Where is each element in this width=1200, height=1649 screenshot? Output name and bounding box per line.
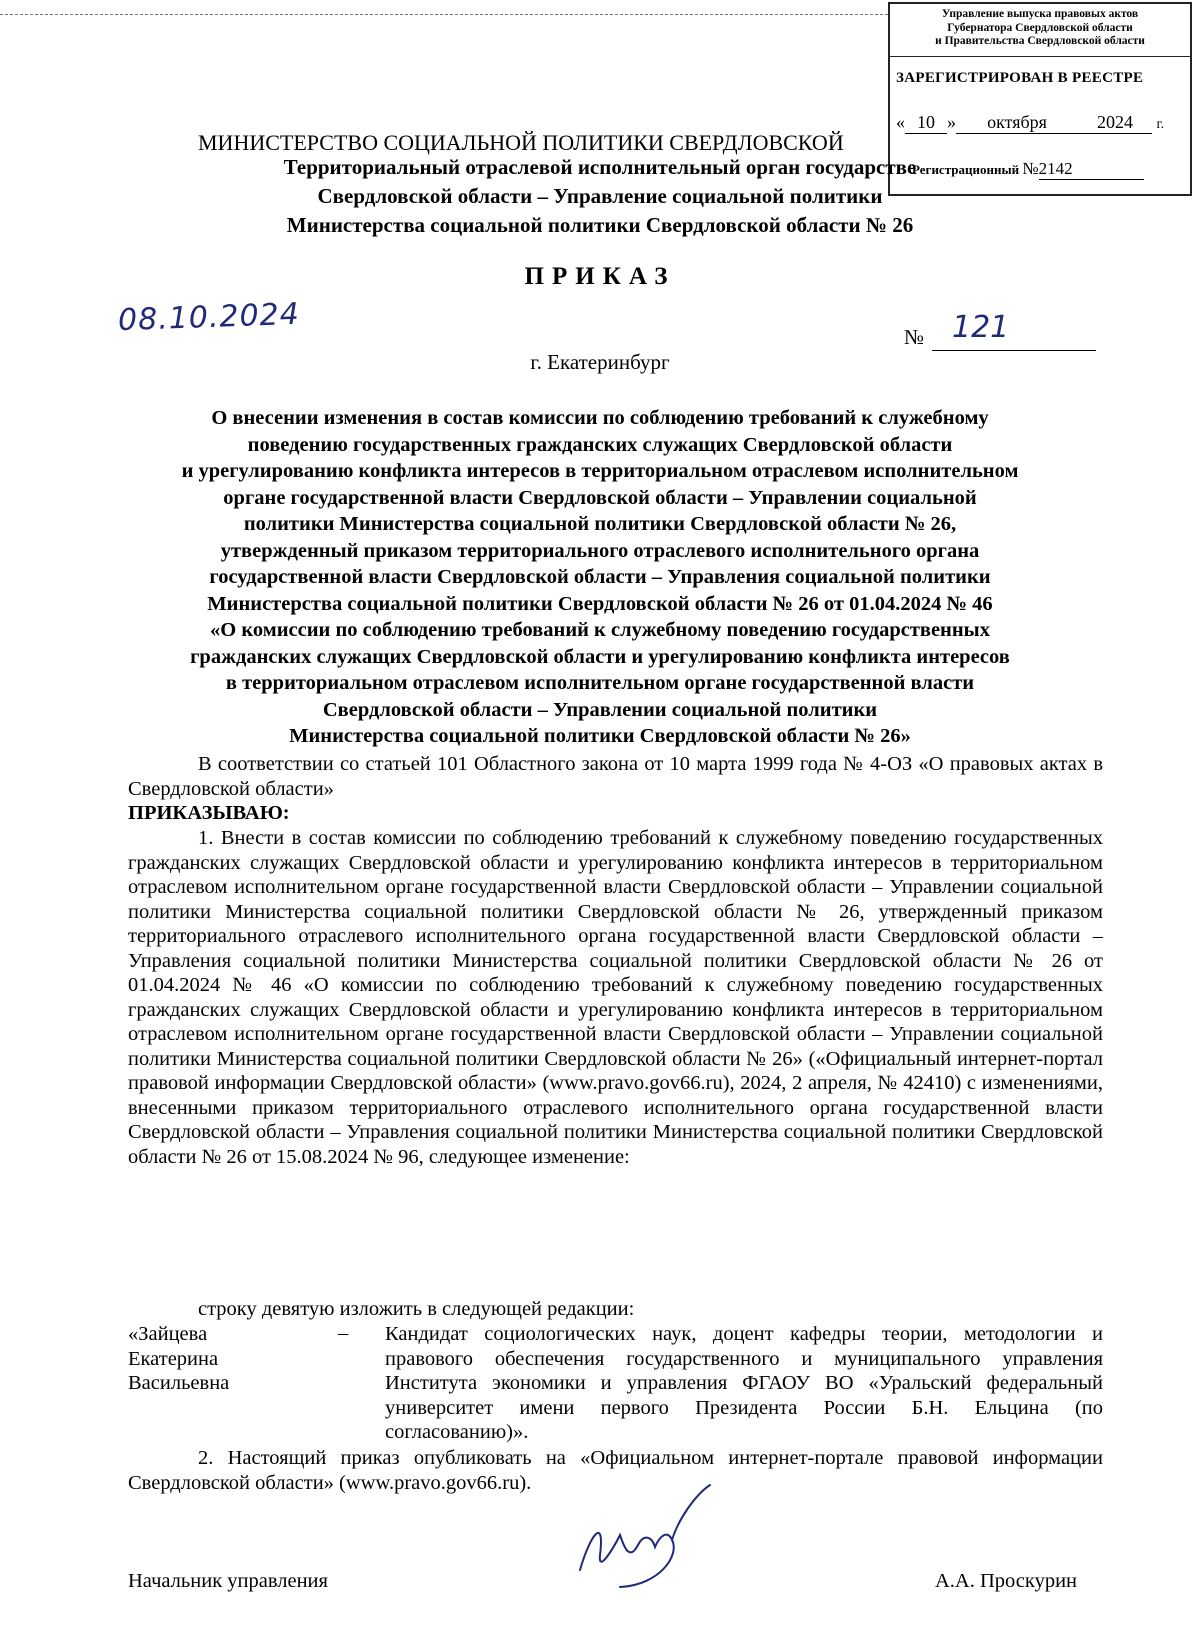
- member-dash: –: [338, 1322, 349, 1344]
- subject-line: поведению государственных гражданских служащих Свердловской области: [247, 433, 953, 456]
- item-1-sub: строку девятую изложить в следующей редакции:: [198, 1298, 635, 1320]
- document-title: ПРИКАЗ: [524, 263, 676, 290]
- subject-line: в территориальном отраслевом исполнительном органе государственной власти: [225, 672, 975, 694]
- member-name: [128, 1322, 229, 1396]
- subject-line: Министерства социальной политики Свердловской области № 26 от 01.04.2024 № 46: [207, 592, 993, 615]
- order-word: ПРИКАЗЫВАЮ:: [128, 802, 290, 824]
- stamp-office-line: Губернатора Свердловской области: [947, 21, 1133, 34]
- header-line: Территориальный отраслевой исполнительный орган государстве: [283, 155, 917, 179]
- stamp-year-suffix: 24: [1115, 112, 1133, 132]
- stamp-office: [890, 8, 1190, 49]
- subject-line: и урегулированию конфликта интересов в территориальном отраслевом исполнительном: [181, 460, 1019, 482]
- stamp-day: 10: [905, 112, 947, 134]
- header-line: Министерства социальной политики Свердловской области № 26: [286, 213, 914, 237]
- order-subject: [120, 405, 1080, 750]
- stamp-date: [896, 112, 1164, 134]
- subject-line: «О комиссии по соблюдению требований к служебному поведению государственных: [210, 619, 990, 641]
- order-number-label: №: [904, 325, 925, 349]
- header-line: Свердловской области – Управление социальной политики: [317, 184, 883, 208]
- stamp-quote-open: «: [896, 112, 905, 132]
- stamp-reg-label: Регистрационный: [912, 162, 1020, 177]
- stamp-quote-close: »: [947, 112, 956, 132]
- stamp-status: ЗАРЕГИСТРИРОВАН В РЕЕСТРЕ: [896, 70, 1144, 86]
- subject-line: утвержденный приказом территориального отраслевого исполнительного органа: [220, 539, 980, 562]
- subject-line: гражданских служащих Свердловской области и урегулированию конфликта интересов: [190, 645, 1010, 668]
- subject-line: О внесении изменения в состав комиссии по соблюдению требований к служебному: [211, 407, 989, 429]
- subject-line: органе государственной власти Свердловской области – Управлении социальной: [223, 486, 977, 509]
- stamp-reg-no-label: №: [1022, 159, 1039, 178]
- stamp-year-mark: г.: [1156, 117, 1165, 132]
- member-name-line: Васильевна: [128, 1372, 230, 1394]
- stamp-year-prefix: 20: [1097, 112, 1115, 132]
- subject-line: Министерства социальной политики Свердловской области № 26»: [289, 725, 911, 747]
- stamp-office-line: и Правительства Свердловской области: [935, 35, 1145, 47]
- top-dashed-rule: [0, 14, 888, 15]
- handwritten-date: 08.10.2024: [117, 296, 301, 339]
- preamble: В соответствии со статьей 101 Областного закона от 10 марта 1999 года № 4-ОЗ «О правовых актах в Свердловской области»: [128, 753, 1103, 800]
- city: г. Екатеринбург: [530, 350, 670, 374]
- stamp-office-line: Управление выпуска правовых актов: [941, 8, 1139, 20]
- member-description: Кандидат социологических наук, доцент кафедры теории, методологии и правового обеспечения государственного и муниципального управления Института экономики и управления ФГАОУ ВО «Уральский федеральный университет имени первого Президента России Б.Н. Ельцина (по согласованию)».: [385, 1323, 1103, 1443]
- ministry-title: МИНИСТЕРСТВО СОЦИАЛЬНОЙ ПОЛИТИКИ СВЕРДЛОВСКОЙ: [198, 130, 844, 155]
- subject-line: политики Министерства социальной политики Свердловской области № 26,: [243, 513, 957, 535]
- member-name-line: Екатерина: [128, 1347, 219, 1370]
- subject-line: Свердловской области – Управлении социальной политики: [322, 698, 878, 721]
- stamp-separator: [890, 56, 1190, 57]
- handwritten-signature: [560, 1475, 730, 1595]
- handwritten-number: 121: [952, 310, 1010, 345]
- subject-line: государственной власти Свердловской области – Управления социальной политики: [209, 566, 991, 588]
- member-name-line: «Зайцева: [128, 1323, 208, 1345]
- item-1: 1. Внести в состав комиссии по соблюдению требований к служебному поведению государственных гражданских служащих Свердловской области и урегулированию конфликта интересов в территориальном отраслевом исполнительном органе государственной власти Свердловской области – Управлении социальной политики Министерства социальной политики Свердловской области № 26, утвержденный приказом территориального отраслевого исполнительного органа государственной власти Свердловской области – Управления социальной политики Министерства социальной политики Свердловской области № 26 от 01.04.2024 № 46 «О комиссии по соблюдению требований к служебному поведению государственных гражданских служащих Свердловской области и урегулированию конфликта интересов в территориальном отраслевом исполнительном органе государственной власти Свердловской области – Управлении социальной политики Министерства социальной политики Свердловской области № 26» («Официальный интернет-портал правовой информации Свердловской области» (www.pravo.gov66.ru), 2024, 2 апреля, № 42410) с изменениями, внесенными приказом территориального отраслевого исполнительного органа государственной власти Свердловской области – Управления социальной политики Министерства социальной политики Свердловской области № 26 от 15.08.2024 № 96, следующее изменение:: [128, 827, 1103, 1168]
- stamp-month: октября: [956, 112, 1078, 134]
- signatory-title: Начальник управления: [128, 1570, 328, 1592]
- stamp-reg-number: 2142: [1039, 159, 1144, 180]
- item-2: 2. Настоящий приказ опубликовать на «Официальном интернет-портале правовой информации Свердловской области» (www.pravo.gov66.ru).: [128, 1447, 1103, 1494]
- signatory-name: А.А. Проскурин: [935, 1570, 1078, 1592]
